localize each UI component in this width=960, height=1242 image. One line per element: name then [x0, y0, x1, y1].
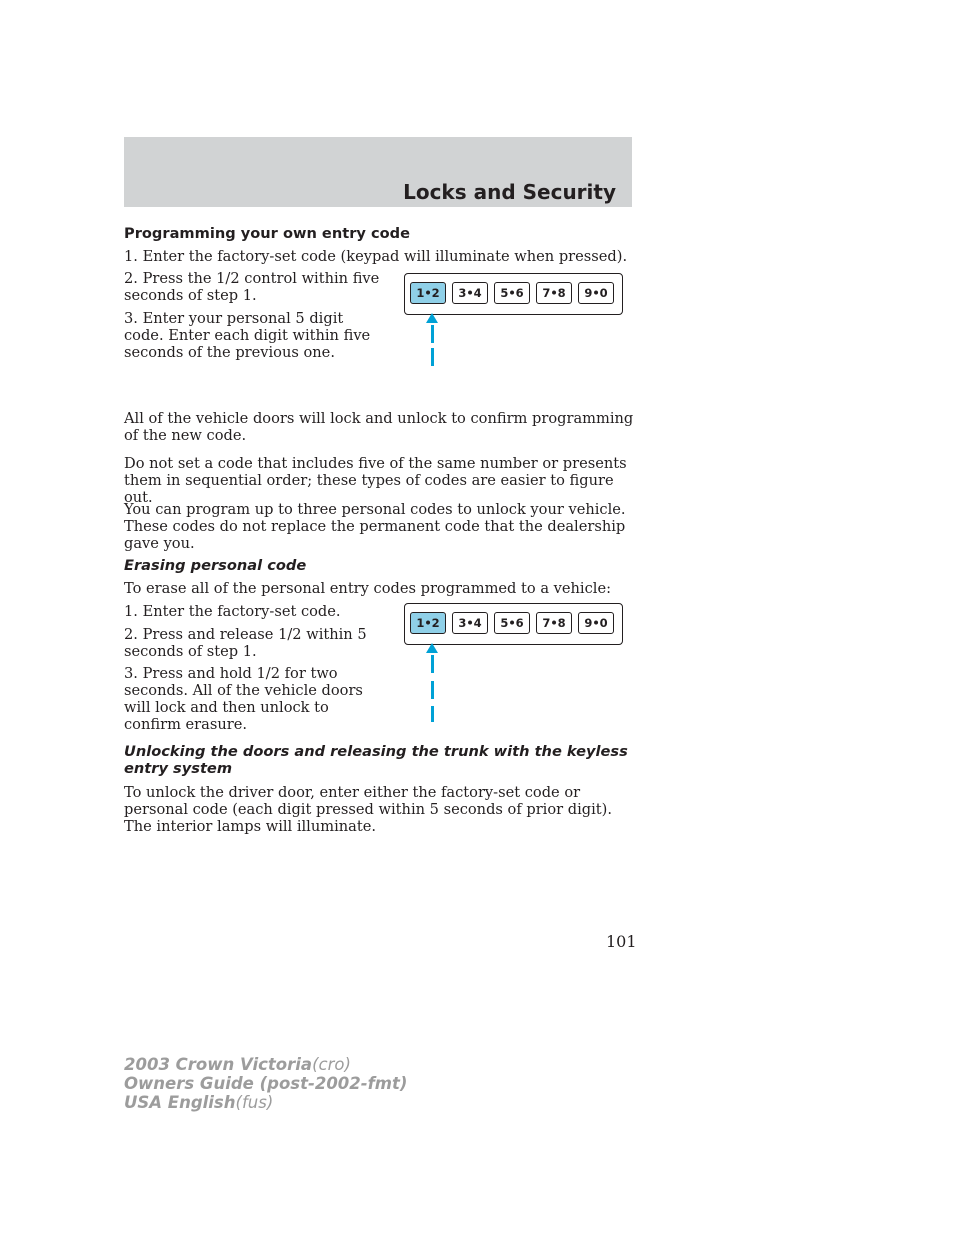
erasing-intro: To erase all of the personal entry codes programmed to a vehicle:	[124, 580, 611, 597]
keypad-key-1-2: 1•2	[410, 282, 446, 304]
pointer-dash	[431, 348, 434, 366]
programming-step-1: 1. Enter the factory-set code (keypad will illuminate when pressed).	[124, 248, 628, 265]
keypad-key-3-4: 3•4	[452, 282, 488, 304]
keypad-key-1-2: 1•2	[410, 612, 446, 634]
erasing-step-2: 2. Press and release 1/2 within 5 seconds of step 1.	[124, 626, 367, 660]
heading-erasing-code: Erasing personal code	[124, 557, 307, 574]
footer-guide: Owners Guide (post-2002-fmt)	[124, 1074, 408, 1093]
erasing-step-3: 3. Press and hold 1/2 for two seconds. All of the vehicle doors will lock and then unlock to confirm erasure.	[124, 665, 363, 733]
footer-language: USA English	[124, 1093, 236, 1112]
erasing-step-1: 1. Enter the factory-set code.	[124, 603, 341, 620]
keypad-key-3-4: 3•4	[452, 612, 488, 634]
unlocking-paragraph: To unlock the driver door, enter either the factory-set code or personal code (each digit pressed within 5 seconds of prior digit). The interior lamps will illuminate.	[124, 784, 612, 835]
programming-paragraph-3: You can program up to three personal codes to unlock your vehicle. These codes do not replace the permanent code that the dealership gave you.	[124, 501, 626, 552]
document-footer	[124, 1055, 407, 1112]
page-number: 101	[606, 932, 637, 951]
footer-language-code: (fus)	[235, 1093, 274, 1112]
pointer-arrow-icon	[426, 643, 438, 653]
keypad-key-7-8: 7•8	[536, 282, 572, 304]
programming-step-2: 2. Press the 1/2 control within five seconds of step 1.	[124, 270, 380, 304]
keypad-key-9-0: 9•0	[578, 612, 614, 634]
footer-model-code: (cro)	[312, 1055, 351, 1074]
heading-unlocking-doors: Unlocking the doors and releasing the trunk with the keyless entry system	[124, 743, 628, 777]
pointer-dash	[431, 325, 434, 343]
footer-model: 2003 Crown Victoria	[124, 1055, 313, 1074]
keypad-key-5-6: 5•6	[494, 612, 530, 634]
keypad-illustration-1	[404, 273, 624, 383]
keypad-illustration-2	[404, 603, 624, 713]
header-band	[124, 137, 632, 207]
keypad-key-5-6: 5•6	[494, 282, 530, 304]
keypad-key-9-0: 9•0	[578, 282, 614, 304]
programming-paragraph-2: Do not set a code that includes five of the same number or presents them in sequential order; these types of codes are easier to figure out.	[124, 455, 627, 506]
heading-programming-code: Programming your own entry code	[124, 225, 411, 242]
programming-step-3: 3. Enter your personal 5 digit code. Enter each digit within five seconds of the previous one.	[124, 310, 371, 361]
pointer-dash	[431, 706, 434, 722]
section-title: Locks and Security	[403, 180, 616, 204]
pointer-dash	[431, 655, 434, 673]
pointer-dash	[431, 681, 434, 699]
keypad-key-7-8: 7•8	[536, 612, 572, 634]
programming-paragraph-1: All of the vehicle doors will lock and unlock to confirm programming of the new code.	[124, 410, 634, 444]
pointer-arrow-icon	[426, 313, 438, 323]
